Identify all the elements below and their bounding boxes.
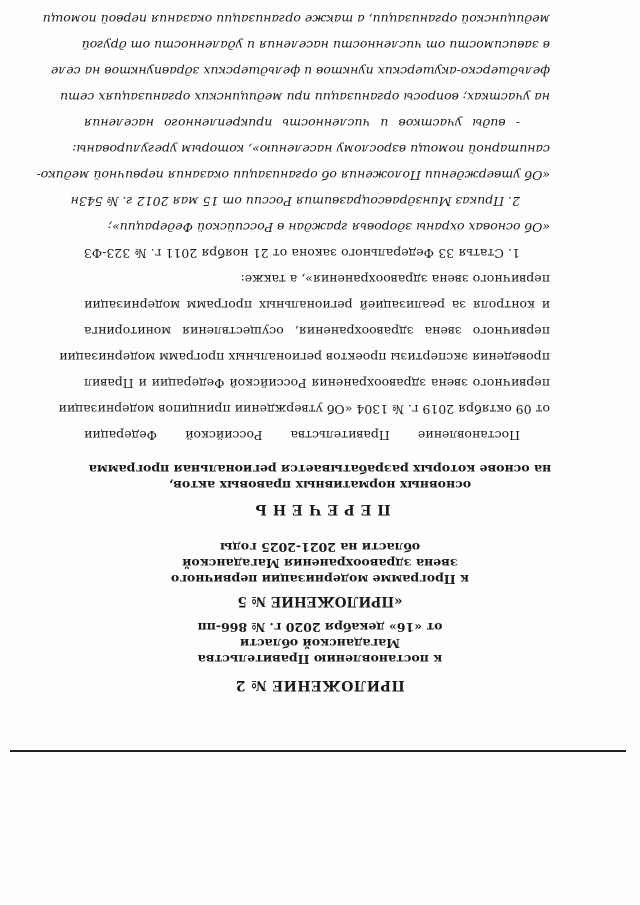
body-line: фельдшерско-акушерских пунктов и фельдшерских здравпунктов на селе	[50, 64, 550, 79]
appendix5-title: «ПРИЛОЖЕНИЕ № 5	[237, 593, 403, 609]
body-line: Постановление Правительства Российской Федерации	[84, 428, 520, 443]
body-line: первичного звена здравоохранения Российской Федерации и Правил	[84, 376, 550, 391]
body-line: - виды участков и численность прикрепленного населения	[84, 116, 520, 131]
body-line: на участках; вопросы организации при медицинских организациях сети	[60, 90, 550, 105]
program-ref-line: к Программе модернизации первичного	[170, 572, 470, 587]
body-line: в зависимости от численности населения и удаленности от другой	[81, 38, 550, 53]
body-line: и контроля за реализацией региональных программ модернизации	[84, 298, 550, 313]
body-line: 1. Статья 33 Федерального закона от 21 ноября 2011 г. № 323-ФЗ	[84, 246, 520, 261]
body-line: медицинской организации, а также организации оказания первой помощи	[42, 12, 550, 27]
body-line: первичного звена здравоохранения», а также:	[240, 272, 550, 287]
resolution-ref-line: Магаданской области	[239, 636, 401, 651]
body-line: первичного звена здравоохранения, осуществления мониторинга	[84, 324, 550, 339]
body-line	[84, 0, 550, 1]
program-ref-line: звена здравоохранения Магаданской	[182, 556, 458, 571]
list-subtitle: основных нормативных правовых актов,	[168, 478, 472, 493]
body-line: 2. Приказ Минздравсоцразвития России от 15 мая 2012 г. № 543н	[70, 194, 520, 209]
body-line: проведения экспертизы проектов региональных программ модернизации	[59, 350, 550, 365]
list-title: ПЕРЕЧЕНЬ	[249, 501, 391, 517]
program-ref-line: области на 2021-2025 годы	[219, 540, 421, 555]
list-subtitle: на основе которых разрабатывается региональная программа	[88, 462, 552, 477]
body-line: санитарной помощи взрослому населению», которым урегулированы:	[72, 142, 550, 157]
appendix-title: ПРИЛОЖЕНИЕ № 2	[235, 677, 405, 693]
body-line: «Об основах охраны здоровья граждан в Российской Федерации»;	[107, 220, 550, 235]
top-divider-line	[10, 750, 626, 752]
resolution-date-line: от «16» декабря 2020 г. № 866-пп	[197, 620, 443, 635]
resolution-ref-line: к постановлению Правительства	[197, 652, 443, 667]
body-line: от 09 октября 2019 г. № 1304 «Об утверждении принципов модернизации	[58, 402, 550, 417]
body-line: «Об утверждении Положения об организации оказания первичной медико-	[36, 168, 550, 183]
